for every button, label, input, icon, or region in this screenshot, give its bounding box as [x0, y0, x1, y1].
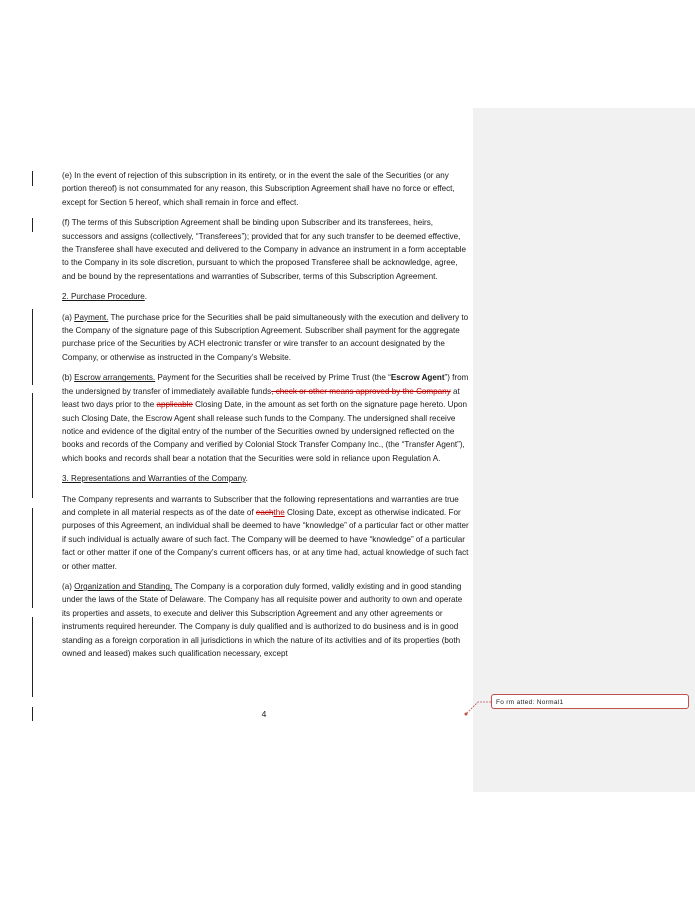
- paragraph-1e: (e) In the event of rejection of this subscription in its entirety, or in the event the sale of the Securities (or any portion thereof) is not consummated for any reason, this Subscription Agreement shall have no force or effect, except for Section 5 hereof, which shall remain in force and effect.: [62, 171, 455, 207]
- revision-balloon[interactable]: Fo rm atted: Normal1: [491, 694, 689, 709]
- deleted-text: , check or other means approved by the Company: [271, 386, 451, 396]
- section-heading-2: 2. Purchase Procedure.: [62, 292, 148, 302]
- paragraph-3-intro: The Company represents and warrants to Subscriber that the following representations and warranties are true and complete in all material respects as of the date of eachthe Closing Date, except as otherwise indicated. For purposes of this Agreement, an individual shall be deemed to have “knowledge” of a particular fact or other matter if such individual is actually aware of such fact. The Company will be deemed to have “knowledge” of a particular fact or other matter if one of the Company’s current officers has, or at any time had, actual knowledge of such fact or other matter.: [62, 494, 469, 571]
- paragraph-2b: (b) Escrow arrangements. Payment for the Securities shall be received by Prime Trust (the “Escrow Agent”) from the undersigned by transfer of immediately available funds, check or other means approved by the Company at least two days prior to the applicable Closing Date, in the amount as set forth on the signature page hereto. Upon such Closing Date, the Escrow Agent shall release such funds to the Company. The undersigned shall receive notice and evidence of the digital entry of the number of the Securities owned by undersigned reflected on the books and records of the Company and verified by Colonial Stock Transfer Company Inc., (the “Transfer Agent”), which books and records shall bear a notation that the Securities were sold in reliance upon Regulation A.: [62, 373, 469, 463]
- paragraph-2a: (a) Payment. The purchase price for the Securities shall be paid simultaneously with the execution and delivery to the Company of the signature page of this Subscription Agreement. Subscriber shall payment for the aggregate purchase price of the Securities by ACH electronic transfer or wire transfer to an account designated by the Company, or otherwise as instructed in the Company’s Website.: [62, 312, 469, 362]
- deleted-text: applicable: [156, 400, 193, 410]
- inserted-text: the: [273, 507, 285, 517]
- paragraph-1f: (f) The terms of this Subscription Agreement shall be binding upon Subscriber and its transferees, heirs, successors and assigns (collectively, “Transferees”); provided that for any such transfer to be deemed effective, the Transferee shall have executed and delivered to the Company in advance an instrument in a form acceptable to the Company in its sole discretion, pursuant to which the proposed Transferee shall be acknowledge, agree, and be bound by the representations and warranties of Subscriber, terms of this Subscription Agreement.: [62, 218, 467, 281]
- section-heading-3: 3. Representations and Warranties of the Company.: [62, 474, 248, 484]
- page-number: 4: [261, 709, 267, 719]
- paragraph-3a: (a) Organization and Standing. The Company is a corporation duly formed, validly existing and in good standing under the laws of the State of Delaware. The Company has all requisite power and authority to own and operate its properties and assets, to execute and deliver this Subscription Agreement and any other agreements or instruments required hereunder. The Company is duly qualified and is authorized to do business and is in good standing as a foreign corporation in all jurisdictions in which the nature of its activities and of its properties (both owned and leased) makes such qualification necessary, except: [62, 581, 463, 658]
- deleted-text: each: [255, 507, 274, 517]
